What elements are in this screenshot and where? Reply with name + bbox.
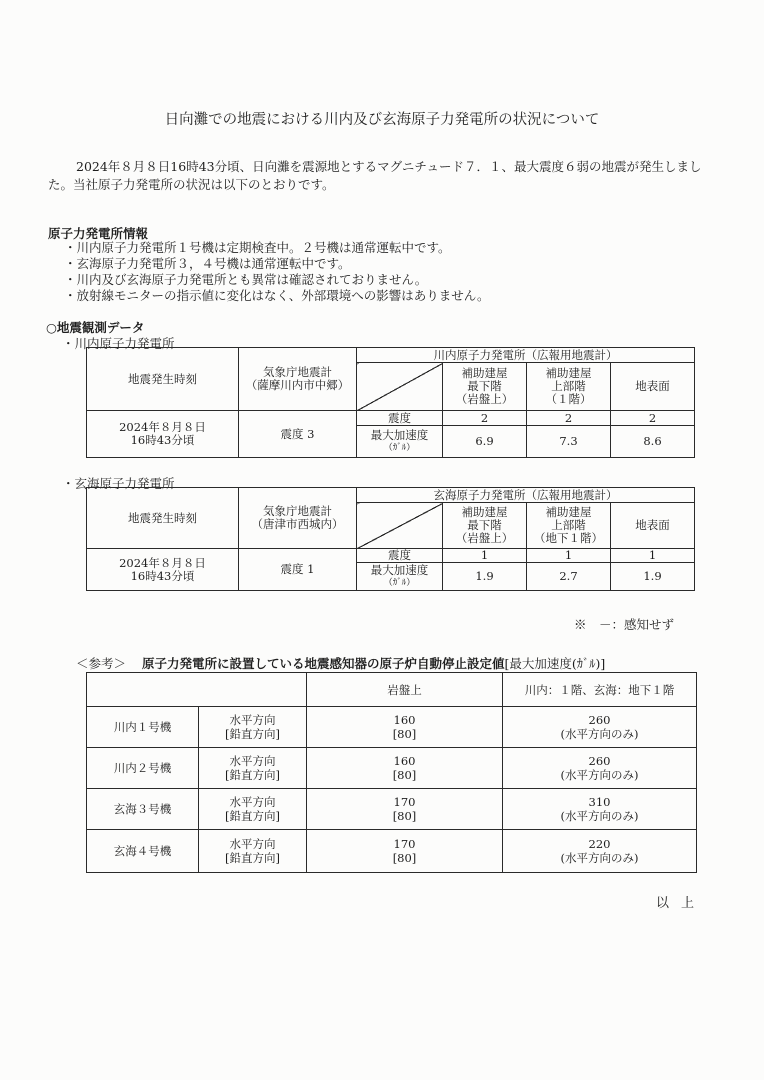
accel-cell: 6.9	[443, 426, 527, 458]
floor-setpoint: 220 (水平方向のみ)	[503, 830, 697, 873]
rock-setpoint: 160 [80]	[307, 748, 503, 789]
unit-name: 玄海４号機	[87, 830, 199, 873]
header-bldg-up: 補助建屋 上部階 （地下１階）	[527, 503, 611, 549]
jma-intensity: 震度 3	[239, 411, 357, 458]
header-time: 地震発生時刻	[87, 348, 239, 411]
accel-cell: 1.9	[611, 563, 695, 591]
intensity-cell: 1	[443, 549, 527, 563]
accel-cell: 7.3	[527, 426, 611, 458]
header-jma: 気象庁地震計 （唐津市西城内）	[239, 488, 357, 549]
plant-info-heading: 原子力発電所情報	[48, 226, 149, 241]
intensity-cell: 2	[527, 411, 611, 426]
list-item: ・玄海原子力発電所３，４号機は通常運転中です。	[64, 256, 351, 271]
row-label-accel: 最大加速度 （ｶﾞﾙ）	[357, 426, 443, 458]
header-time: 地震発生時刻	[87, 488, 239, 549]
floor-setpoint: 310 (水平方向のみ)	[503, 789, 697, 830]
direction-label: 水平方向 [鉛直方向]	[199, 789, 307, 830]
header-ground: 地表面	[611, 363, 695, 411]
legend-note: ※ －：感知せず	[574, 617, 675, 632]
intensity-cell: 2	[443, 411, 527, 426]
plant-info-list	[64, 240, 490, 304]
list-item: ・川内原子力発電所１号機は定期検査中。２号機は通常運転中です。	[64, 240, 451, 255]
floor-setpoint: 260 (水平方向のみ)	[503, 707, 697, 748]
seismic-data-heading: ○地震観測データ	[46, 320, 145, 335]
reference-tag: ＜参考＞	[76, 656, 127, 671]
rock-setpoint: 170 [80]	[307, 789, 503, 830]
intensity-cell: 1	[611, 549, 695, 563]
row-label-intensity: 震度	[357, 411, 443, 426]
intensity-cell: 2	[611, 411, 695, 426]
header-station: 玄海原子力発電所（広報用地震計）	[357, 488, 695, 503]
row-label-intensity: 震度	[357, 549, 443, 563]
direction-label: 水平方向 [鉛直方向]	[199, 748, 307, 789]
header-ground: 地表面	[611, 503, 695, 549]
accel-cell: 2.7	[527, 563, 611, 591]
accel-cell: 8.6	[611, 426, 695, 458]
jma-intensity: 震度 1	[239, 549, 357, 591]
list-item: ・放射線モニターの指示値に変化はなく、外部環境への影響はありません。	[64, 288, 490, 303]
reference-unit: [最大加速度(ｶﾞﾙ)]	[504, 656, 606, 671]
direction-label: 水平方向 [鉛直方向]	[199, 830, 307, 873]
trip-setpoint-table	[86, 672, 697, 873]
diagonal-cell	[357, 503, 443, 549]
diagonal-cell	[357, 363, 443, 411]
reference-heading	[76, 654, 605, 672]
header-floor: 川内：１階、玄海：地下１階	[503, 673, 697, 707]
header-bldg-up: 補助建屋 上部階 （１階）	[527, 363, 611, 411]
list-item: ・川内及び玄海原子力発電所とも異常は確認されておりません。	[64, 272, 428, 287]
event-time: 2024年８月８日 16時43分頃	[87, 549, 239, 591]
document-title: 日向灘での地震における川内及び玄海原子力発電所の状況について	[164, 112, 600, 128]
header-station: 川内原子力発電所（広報用地震計）	[357, 348, 695, 363]
accel-cell: 1.9	[443, 563, 527, 591]
unit-name: 玄海３号機	[87, 789, 199, 830]
sendai-label: ・川内原子力発電所	[62, 336, 175, 351]
genkai-label: ・玄海原子力発電所	[62, 476, 175, 491]
corner-cell	[87, 673, 307, 707]
rock-setpoint: 170 [80]	[307, 830, 503, 873]
closing-mark: 以上	[656, 896, 707, 911]
rock-setpoint: 160 [80]	[307, 707, 503, 748]
reference-title: 原子力発電所に設置している地震感知器の原子炉自動停止設定値	[142, 656, 505, 671]
intensity-cell: 1	[527, 549, 611, 563]
event-time: 2024年８月８日 16時43分頃	[87, 411, 239, 458]
unit-name: 川内１号機	[87, 707, 199, 748]
floor-setpoint: 260 (水平方向のみ)	[503, 748, 697, 789]
direction-label: 水平方向 [鉛直方向]	[199, 707, 307, 748]
header-rock: 岩盤上	[307, 673, 503, 707]
header-jma: 気象庁地震計 （薩摩川内市中郷）	[239, 348, 357, 411]
header-bldg-low: 補助建屋 最下階 （岩盤上）	[443, 503, 527, 549]
row-label-accel: 最大加速度 （ｶﾞﾙ）	[357, 563, 443, 591]
genkai-seismic-table	[86, 487, 695, 591]
intro-paragraph: 2024年８月８日16時43分頃、日向灘を震源地とするマグニチュード７．１、最大震度６弱の地震が発生しました。当社原子力発電所の状況は以下のとおりです。	[48, 159, 702, 192]
unit-name: 川内２号機	[87, 748, 199, 789]
header-bldg-low: 補助建屋 最下階 （岩盤上）	[443, 363, 527, 411]
sendai-seismic-table	[86, 347, 695, 458]
